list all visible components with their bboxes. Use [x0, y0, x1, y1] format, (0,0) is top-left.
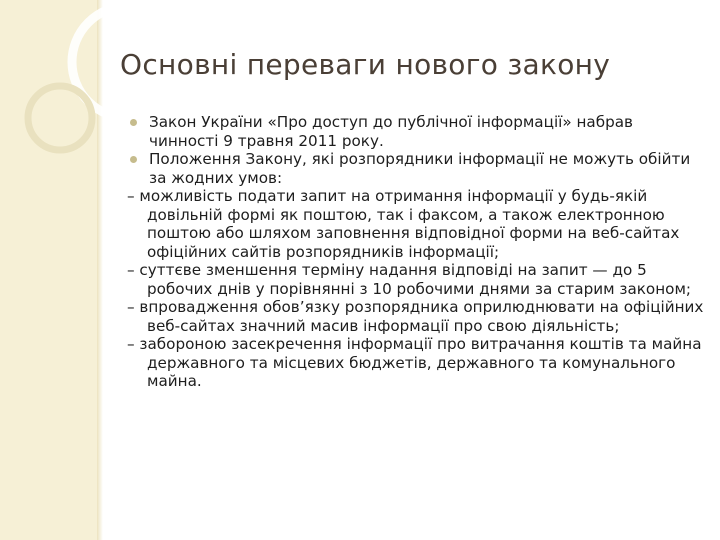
dash-item: – забороною засекречення інформації про витрачання коштів та майна державного та місцевих бюджетів, державного та комунального майна.	[127, 335, 702, 390]
bullet-item	[130, 113, 705, 150]
slide-title: Основні переваги нового закону	[120, 48, 611, 81]
dash-item: – суттєве зменшення терміну надання відповіді на запит — до 5 робочих днів у порівнянні з 10 робочими днями за старим законом;	[127, 261, 692, 298]
slide-content	[127, 113, 705, 391]
dash-item: – впровадження обов’язку розпорядника оприлюднювати на офіційних веб-сайтах значний масив інформації про свою діяльність;	[127, 298, 704, 335]
bullet-item	[130, 150, 705, 187]
dash-item: – можливість подати запит на отримання інформації у будь-якій довільній формі як поштою, так і факсом, а також електронною поштою або шляхом заповнення відповідної форми на веб-сайтах офіційних сайтів розпорядників інформації;	[127, 187, 680, 261]
bullet-text: Закон України «Про доступ до публічної інформації» набрав чинності 9 травня 2011 року.	[149, 113, 633, 150]
small-ring	[28, 86, 92, 150]
bullet-text: Положення Закону, які розпорядники інформації не можуть обійти за жодних умов:	[149, 150, 691, 187]
bullet-dot-icon	[130, 156, 137, 163]
bullet-dot-icon	[130, 119, 137, 126]
